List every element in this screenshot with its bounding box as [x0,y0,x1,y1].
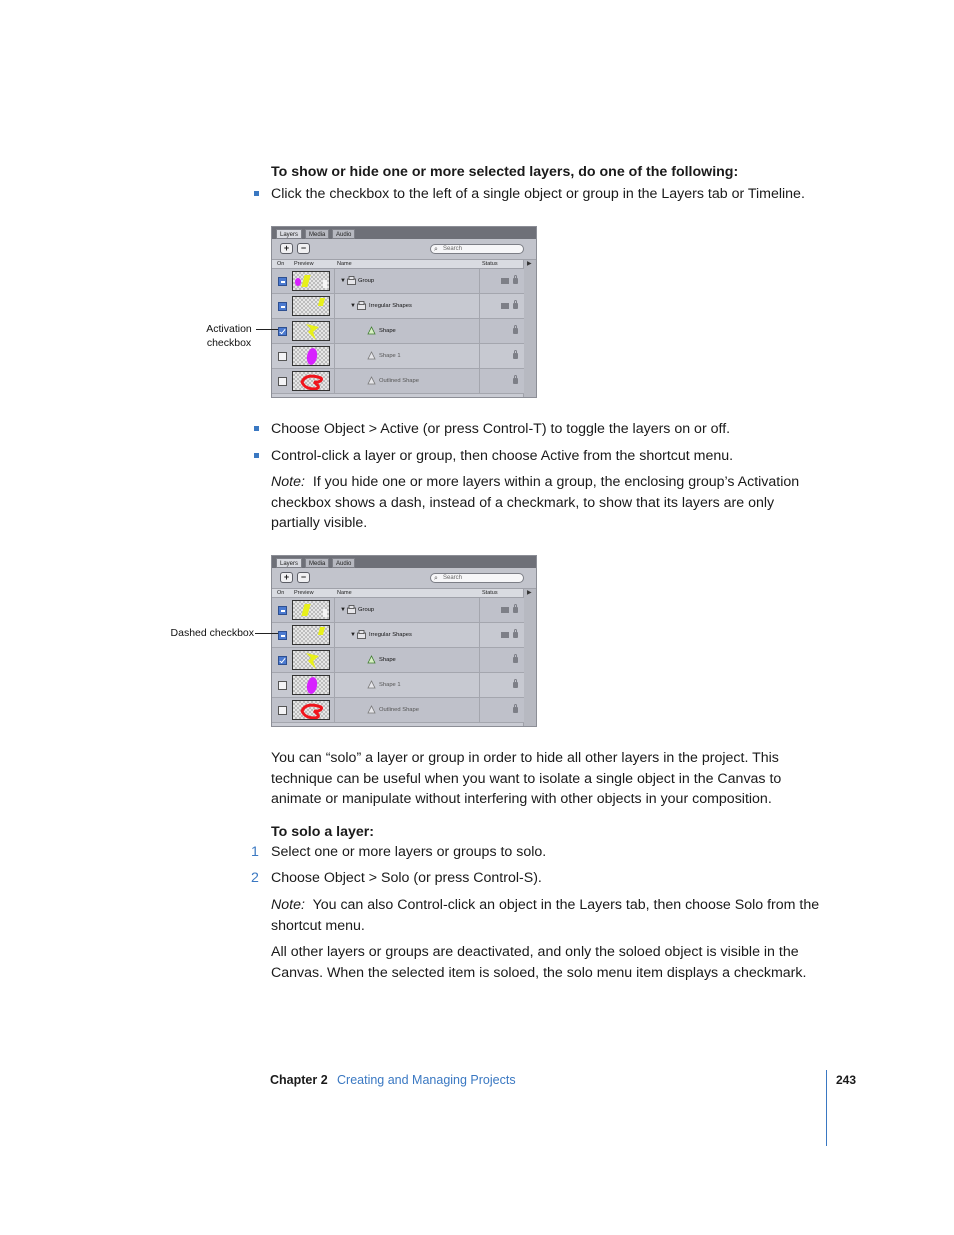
layer-name: Outlined Shape [379,378,419,384]
shape-icon [367,705,376,714]
layers-panel-screenshot-1 [271,226,537,398]
add-layer-button[interactable]: + [280,572,293,583]
layer-row-shape[interactable] [272,319,524,344]
tab-media[interactable]: Media [305,229,329,239]
column-on[interactable]: On [277,261,285,267]
bullet-marker [254,453,259,458]
lock-icon[interactable] [513,657,518,663]
lock-icon[interactable] [513,707,518,713]
activation-checkbox[interactable] [278,277,287,286]
layer-name: Shape 1 [379,353,401,359]
shape-icon [367,351,376,360]
layer-row-shape-1[interactable] [272,673,524,698]
tab-layers[interactable]: Layers [276,229,302,239]
paragraph-line: All other layers or groups are deactivated, and only the soloed object is visible in the [271,944,799,960]
section-heading-solo: To solo a layer: [271,824,375,840]
lock-icon[interactable] [513,632,518,638]
activation-checkbox[interactable] [278,606,287,615]
tab-layers[interactable]: Layers [276,558,302,568]
note-label: Note: [271,474,305,490]
note-text-line: checkbox shows a dash, instead of a checkmark, to show that its layers are only [271,494,775,511]
activation-checkbox[interactable] [278,377,287,386]
layer-thumbnail [292,600,330,620]
column-status[interactable]: Status [482,590,498,596]
scrollbar[interactable] [523,589,536,727]
step-number: 2 [251,870,259,886]
bullet-text-object-active: Choose Object > Active (or press Control-T) to toggle the layers on or off. [271,421,731,437]
search-input[interactable] [430,573,524,583]
layer-row-outlined-shape[interactable] [272,698,524,723]
footer-divider [826,1070,827,1146]
layer-thumbnail [292,650,330,670]
column-status[interactable]: Status [482,261,498,267]
paragraph-line: technique can be useful when you want to isolate a single object in the Canvas to [271,770,782,787]
callout-dashed-checkbox: Dashed checkbox [170,627,254,639]
remove-layer-button[interactable]: − [297,243,310,254]
shape-icon [367,680,376,689]
group-status-icon [501,632,509,638]
disclosure-triangle-icon[interactable]: ▼ [350,303,356,309]
layer-name: Irregular Shapes [369,303,412,309]
note-text-line: shortcut menu. [271,917,365,934]
column-preview[interactable]: Preview [294,261,314,267]
layer-row-group[interactable] [272,598,524,623]
note-text-line: partially visible. [271,515,368,531]
layer-name: Shape 1 [379,682,401,688]
footer-chapter-title-link[interactable]: Creating and Managing Projects [337,1073,516,1087]
layer-thumbnail [292,700,330,720]
column-preview[interactable]: Preview [294,590,314,596]
lock-icon[interactable] [513,378,518,384]
callout-leader-line [255,633,278,634]
search-icon: ⌕ [434,575,438,582]
group-status-icon [501,278,509,284]
chevron-right-icon: ▶ [527,261,532,267]
paragraph-line: You can “solo” a layer or group in order to hide all other layers in the project. This [271,750,779,766]
column-header-row [272,260,536,269]
remove-layer-button[interactable]: − [297,572,310,583]
activation-checkbox[interactable] [278,327,287,336]
bullet-marker [254,191,259,196]
note-text-line: If you hide one or more layers within a group, the enclosing group’s Activation [312,474,800,490]
note-paragraph-1 [271,472,799,534]
layer-row-outlined-shape[interactable] [272,369,524,394]
scrollbar[interactable] [523,260,536,398]
paragraph-line: animate or manipulate without interfering with other objects in your composition. [271,791,772,807]
layer-name: Outlined Shape [379,707,419,713]
disclosure-triangle-icon[interactable]: ▼ [350,632,356,638]
layer-thumbnail [292,321,330,341]
layer-thumbnail [292,625,330,645]
layer-row-group[interactable] [272,269,524,294]
solo-intro-paragraph [271,748,781,810]
step-text: Choose Object > Solo (or press Control-S). [271,870,542,886]
add-layer-button[interactable]: + [280,243,293,254]
tab-media[interactable]: Media [305,558,329,568]
group-icon [357,630,366,639]
lock-icon[interactable] [513,353,518,359]
final-paragraph [271,942,806,983]
lock-icon[interactable] [513,607,518,613]
search-input[interactable] [430,244,524,254]
column-header-row [272,589,536,598]
paragraph-line: Canvas. When the selected item is soloed, the solo menu item displays a checkmark. [271,964,807,981]
tab-audio[interactable]: Audio [332,558,355,568]
disclosure-triangle-icon[interactable]: ▼ [340,607,346,613]
layer-row-shape[interactable] [272,648,524,673]
footer-chapter: Chapter 2 [270,1073,328,1087]
tab-audio[interactable]: Audio [332,229,355,239]
dashed-activation-checkbox[interactable] [278,631,287,640]
shape-icon [367,376,376,385]
bullet-text-control-click: Control-click a layer or group, then choose Active from the shortcut menu. [271,448,734,464]
activation-checkbox[interactable] [278,352,287,361]
page-number: 243 [836,1073,857,1087]
activation-checkbox[interactable] [278,302,287,311]
activation-checkbox[interactable] [278,656,287,665]
layer-thumbnail [292,271,330,291]
group-icon [357,301,366,310]
column-name[interactable]: Name [337,590,352,596]
note-label: Note: [271,897,305,913]
activation-checkbox[interactable] [278,706,287,715]
note-text-line: You can also Control-click an object in the Layers tab, then choose Solo from the [312,897,820,913]
callout-leader-line [256,329,278,330]
group-icon [347,605,356,614]
shape-icon [367,326,376,335]
step-number: 1 [251,844,259,860]
callout-activation-checkbox [196,322,262,350]
bullet-marker [254,426,259,431]
step-text: Select one or more layers or groups to solo. [271,844,547,860]
layers-panel-screenshot-2 [271,555,537,727]
layer-name: Shape [379,657,396,663]
layer-thumbnail [292,675,330,695]
layer-thumbnail [292,371,330,391]
layer-thumbnail [292,296,330,316]
lock-icon[interactable] [513,682,518,688]
lock-icon[interactable] [513,328,518,334]
column-on[interactable]: On [277,590,285,596]
layer-name: Shape [379,328,396,334]
layer-name: Irregular Shapes [369,632,412,638]
shape-icon [367,655,376,664]
column-name[interactable]: Name [337,261,352,267]
lock-icon[interactable] [513,278,518,284]
panel-toolbar [272,568,536,589]
panel-tab-bar [272,227,536,239]
layer-row-irregular-shapes[interactable] [272,294,524,319]
layer-name: Group [358,607,375,613]
layer-row-irregular-shapes[interactable] [272,623,524,648]
layer-thumbnail [292,346,330,366]
group-icon [347,276,356,285]
group-status-icon [501,303,509,309]
layer-name: Group [358,278,375,284]
note-paragraph-2 [271,895,819,936]
search-icon: ⌕ [434,246,438,253]
search-placeholder: Search [443,575,463,581]
callout-line-1: Activation [206,323,252,335]
section-heading-show-hide: To show or hide one or more selected layers, do one of the following: [271,164,739,180]
bullet-text-click-checkbox: Click the checkbox to the left of a single object or group in the Layers tab or Timeline. [271,186,805,202]
disclosure-triangle-icon[interactable]: ▼ [340,278,346,284]
search-placeholder: Search [443,246,463,252]
activation-checkbox[interactable] [278,681,287,690]
group-status-icon [501,607,509,613]
chevron-right-icon: ▶ [527,590,532,596]
lock-icon[interactable] [513,303,518,309]
callout-line-2: checkbox [206,337,252,349]
panel-toolbar [272,239,536,260]
panel-tab-bar [272,556,536,568]
layer-row-shape-1[interactable] [272,344,524,369]
